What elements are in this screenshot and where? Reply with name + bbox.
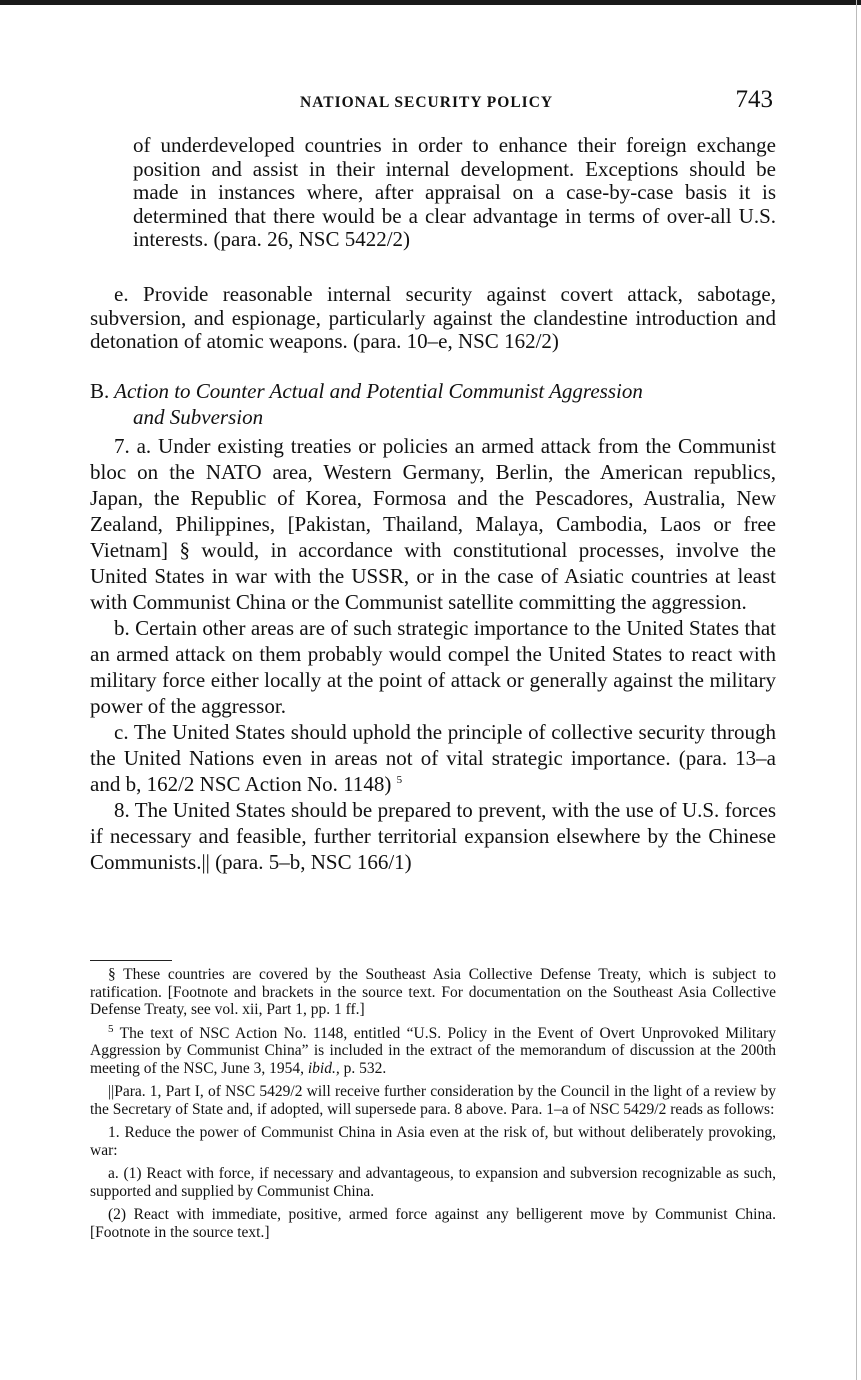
footnote-5-text: The text of NSC Action No. 1148, entitled “U.S. Policy in the Event of Overt Unprovoked Military Aggression by Communist China” is included in the extract of the memorandum of discussion at the 200th meeting of the NSC, June 3, 1954, — [90, 1024, 776, 1077]
footnote-5-tail: p. 532. — [339, 1059, 387, 1077]
section-heading-b — [90, 378, 776, 430]
footnote-ref-5: 5 — [396, 774, 403, 786]
footnote-rule — [90, 960, 172, 961]
paragraph-7b: b. Certain other areas are of such strategic importance to the United States that an armed attack on them probably would compel the United States to react with military force either locally at the point of attack or generally against the military power of the aggressor. — [90, 616, 776, 718]
footnotes — [90, 966, 776, 1247]
footnote-quote-2: a. (1) React with force, if necessary and advantageous, to expansion and subversion recognizable as such, supported and supplied by Communist China. — [90, 1165, 776, 1200]
footnote-parallel: ||Para. 1, Part I, of NSC 5429/2 will receive further consideration by the Council in the light of a review by the Secretary of State and, if adopted, will supersede para. 8 above. Para. 1–a of NSC 5429/2 reads as follows: — [90, 1083, 776, 1118]
paragraph-7c — [90, 719, 776, 797]
paragraph-7c-text: c. The United States should uphold the principle of collective security through the United Nations even in areas not of vital strategic importance. (para. 13–a and b, 162/2 NSC Action No. 1148) — [90, 720, 776, 796]
running-head: NATIONAL SECURITY POLICY — [300, 94, 554, 111]
section-title-line1: Action to Counter Actual and Potential Communist Aggression — [114, 379, 643, 403]
paragraph-6e: e. Provide reasonable internal security against covert attack, sabotage, subversion, and espionage, particularly against the clandestine introduction and detonation of atomic weapons. (para. 10–e, NSC 162/2) — [90, 282, 776, 353]
footnote-5-mark: 5 — [108, 1022, 114, 1035]
section-label: B. — [90, 379, 110, 403]
main-text — [90, 433, 776, 875]
page-number: 743 — [735, 86, 773, 113]
footnote-section-mark: § These countries are covered by the Southeast Asia Collective Defense Treaty, which is subject to ratification. [Footnote and brackets in the source text. For documentation on the Southeast Asia Collective Defense Treaty, see vol. xii, Part 1, pp. 1 ff.] — [90, 966, 776, 1018]
scan-right-edge — [856, 0, 857, 1380]
footnote-quote-1: 1. Reduce the power of Communist China in Asia even at the risk of, but without deliberately provoking, war: — [90, 1124, 776, 1159]
paragraph-8: 8. The United States should be prepared to prevent, with the use of U.S. forces if necessary and feasible, further territorial expansion elsewhere by the Chinese Communists.|| (para. 5–b, NSC 166/1) — [90, 798, 776, 874]
continuation-paragraph: of underdeveloped countries in order to enhance their foreign exchange position and assist in their internal development. Exceptions should be made in instances where, after appraisal on a case-by-case basis it is determined that there would be a clear advantage in terms of over-all U.S. interests. (para. 26, NSC 5422/2) — [133, 133, 776, 251]
footnote-5-ibid: ibid., — [307, 1059, 340, 1077]
paragraph-7a: 7. a. Under existing treaties or policies an armed attack from the Communist bloc on the NATO area, Western Germany, Berlin, the American republics, Japan, the Republic of Korea, Formosa and the Pescadores, Australia, New Zealand, Philippines, [Pakistan, Thailand, Malaya, Cambodia, Laos or free Vietnam] § would, in accordance with constitutional processes, involve the United States in war with the USSR, or in the case of Asiatic countries at least with Communist China or the Communist satellite committing the aggression. — [90, 434, 776, 614]
scan-top-border — [0, 0, 861, 5]
section-title-line2: and Subversion — [133, 405, 264, 429]
footnote-5 — [90, 1022, 776, 1078]
footnote-quote-3: (2) React with immediate, positive, armed force against any belligerent move by Communist China. [Footnote in the source text.] — [90, 1206, 776, 1241]
